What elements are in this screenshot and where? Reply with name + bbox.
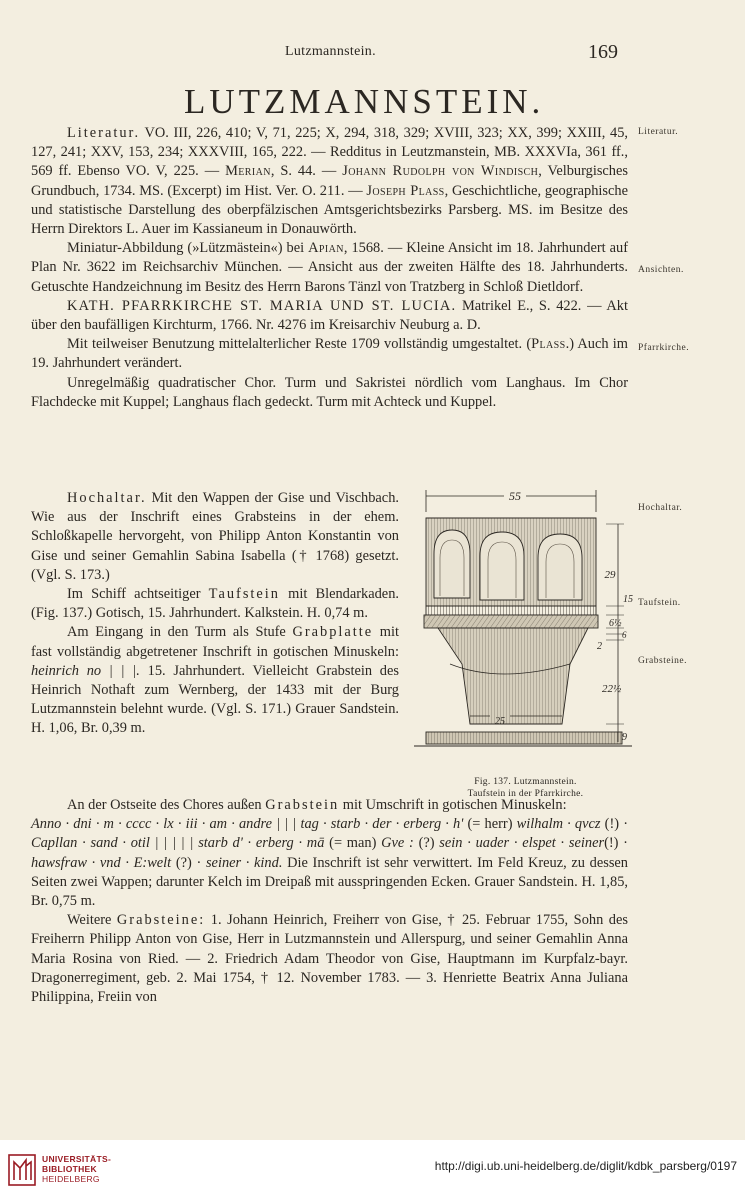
- paragraph-inschrift: Anno · dni · m · cccc · lx · iii · am · andre | | | tag · starb · der · erberg · h' (= herr) wilhalm · qvcz (!) · Capllan · sand · otil | | | | | starb d' · erberg · mā (= man) Gve : (?) sein · uader · elspet · seiner(!) · hawsfraw · vnd · E:welt (?) · seiner · kind. Die Inschrift ist sehr verwittert. Im Feld Kreuz, zu dessen Seiten zwei Wappen; darunter Kelch im Dreipaß mit ausspringenden Ecken. Grauer Sandstein. H. 1,85, Br. 0,75 m.: [31, 816, 628, 910]
- dim-label-25: 25: [495, 716, 505, 727]
- paragraph-weitere-grabsteine: Weitere Grabsteine: 1. Johann Heinrich, Freiherr von Gise, † 25. Februar 1755, Sohn des Freiherrn Philipp Anton von Gise, Herr in Lutzmannstein und Allerspurg, und seiner Gemahlin Anna Maria Rosina von Ried. — 2. Friedrich Adam Theodor von Gise, Hauptmann im Kurpfalz-bayr. Dragonerregiment, geb. 2. Mai 1754, † 12. November 1783. — 3. Henriette Beatrix Anna Juliana Philippina, Freiin von: [31, 912, 628, 1006]
- paragraph-taufstein: Im Schiff achtseitiger Taufstein mit Blendarkaden. (Fig. 137.) Gotisch, 15. Jahrhundert. Kalkstein. H. 0,74 m.: [31, 586, 399, 622]
- dim-label-15: 15: [623, 594, 633, 605]
- source-url-link[interactable]: http://digi.ub.uni-heidelberg.de/diglit/kdbk_parsberg/0197: [434, 1159, 737, 1173]
- figure-caption-line2: Taufstein in der Pfarrkirche.: [467, 789, 584, 799]
- paragraph-umgestaltet: Mit teilweiser Benutzung mittelalterlicher Reste 1709 vollständig umgestaltet. (Plass.) Auch im 19. Jahrhundert verändert.: [31, 336, 628, 372]
- text-column-block: [31, 489, 399, 739]
- text-upper-block: [31, 124, 628, 412]
- margin-note-ansichten: Ansichten.: [638, 265, 684, 275]
- university-library-logo-icon: [8, 1154, 36, 1186]
- dim-label-2: 2: [597, 641, 602, 652]
- running-head: [0, 41, 745, 64]
- paragraph-ostseite: An der Ostseite des Chores außen Grabstein mit Umschrift in gotischen Minuskeln:: [67, 797, 567, 813]
- paragraph-literatur: Literatur. VO. III, 226, 410; V, 71, 225; X, 294, 318, 329; XVIII, 323; XX, 399; XXIII, 45, 127, 241; XXV, 153, 234; XXXVIII, 165, 222. — Redditus in Leutzmanstein, MB. XXXVIa, 361 ff., 569 ff. Ebenso VO. V, 225. — Merian, S. 44. — Johann Rudolph von Windisch, Velburgisches Grundbuch, 1734. MS. (Excerpt) im Hist. Ver. O. 211. — Joseph Plass, Geschichtliche, geographische und statistische Darstellung des oberpfälzischen Amtsgerichtsbezirks Parsberg. MS. im Besitze des Herrn Direktors L. Auer im Kassianeum in Donauwörth.: [31, 125, 628, 238]
- dim-label-22-half: 22½: [602, 683, 622, 695]
- paragraph-grabplatte: Am Eingang in den Turm als Stufe Grabplatte mit fast vollständig abgetretener Inschrift in gotischen Minuskeln: heinrich no | | |. 15. Jahrhundert. Vielleicht Grabstein des Heinrich Nothaft zum Wernberg, der 1433 mit der Burg Lutzmannstein belehnt wurde. (Vgl. S. 171.) Grauer Sandstein. H. 1,06, Br. 0,39 m.: [31, 624, 400, 737]
- dim-label-29: 29: [604, 569, 616, 581]
- taufstein-figure: [410, 484, 640, 774]
- dim-label-6: 6: [622, 630, 627, 640]
- figure-caption-line1: Fig. 137. Lutzmannstein.: [474, 777, 577, 787]
- paragraph-ansichten: Miniatur-Abbildung (»Lützmästein«) bei Apian, 1568. — Kleine Ansicht im 18. Jahrhundert auf Plan Nr. 3622 im Reichsarchiv München. — Ansicht aus der zweiten Hälfte des 18. Jahrhunderts. Getuschte Handzeichnung im Besitz des Herrn Barons Tänzl von Tratzberg in Schloß Dietldorf.: [31, 240, 629, 295]
- dim-label-6-half: 6½: [609, 618, 622, 629]
- margin-note-pfarrkirche: Pfarrkirche.: [638, 343, 690, 353]
- margin-note-grabsteine: Grabsteine.: [638, 656, 688, 666]
- paragraph-hochaltar: Hochaltar. Mit den Wappen der Gise und Vischbach. Wie aus der Inschrift eines Grabsteins in der ehem. Schloßkapelle hervorgeht, von Philipp Anton Konstantin von Gise und seiner Gemahlin Sabina Isabella († 1768) gesetzt. (Vgl. S. 173.): [31, 490, 399, 583]
- text-lower-block: [31, 796, 628, 1007]
- margin-note-taufstein: Taufstein.: [638, 598, 681, 608]
- dim-label-9: 9: [622, 732, 627, 743]
- paragraph-chor: Unregelmäßig quadratischer Chor. Turm und Sakristei nördlich vom Langhaus. Im Chor Flachdecke mit Kuppel; Langhaus flach gedeckt. Turm mit Achteck und Kuppel.: [31, 374, 628, 410]
- running-title: Lutzmannstein.: [285, 44, 376, 59]
- library-name: UNIVERSITÄTS- BIBLIOTHEK HEIDELBERG: [42, 1154, 112, 1184]
- dim-label-55: 55: [509, 489, 521, 503]
- page-title: LUTZMANNSTEIN.: [184, 82, 545, 121]
- margin-note-literatur: Literatur.: [638, 127, 679, 137]
- paragraph-pfarrkirche: KATH. PFARRKIRCHE ST. MARIA UND ST. LUCIA. Matrikel E., S. 422. — Akt über den baufälligen Kirchturm, 1766. Nr. 4276 im Kreisarchiv Neuburg a. D.: [31, 297, 628, 334]
- page-number: 169: [588, 41, 618, 63]
- margin-note-hochaltar: Hochaltar.: [638, 503, 683, 513]
- library-footer: [0, 1140, 745, 1202]
- figure-caption: [418, 776, 633, 800]
